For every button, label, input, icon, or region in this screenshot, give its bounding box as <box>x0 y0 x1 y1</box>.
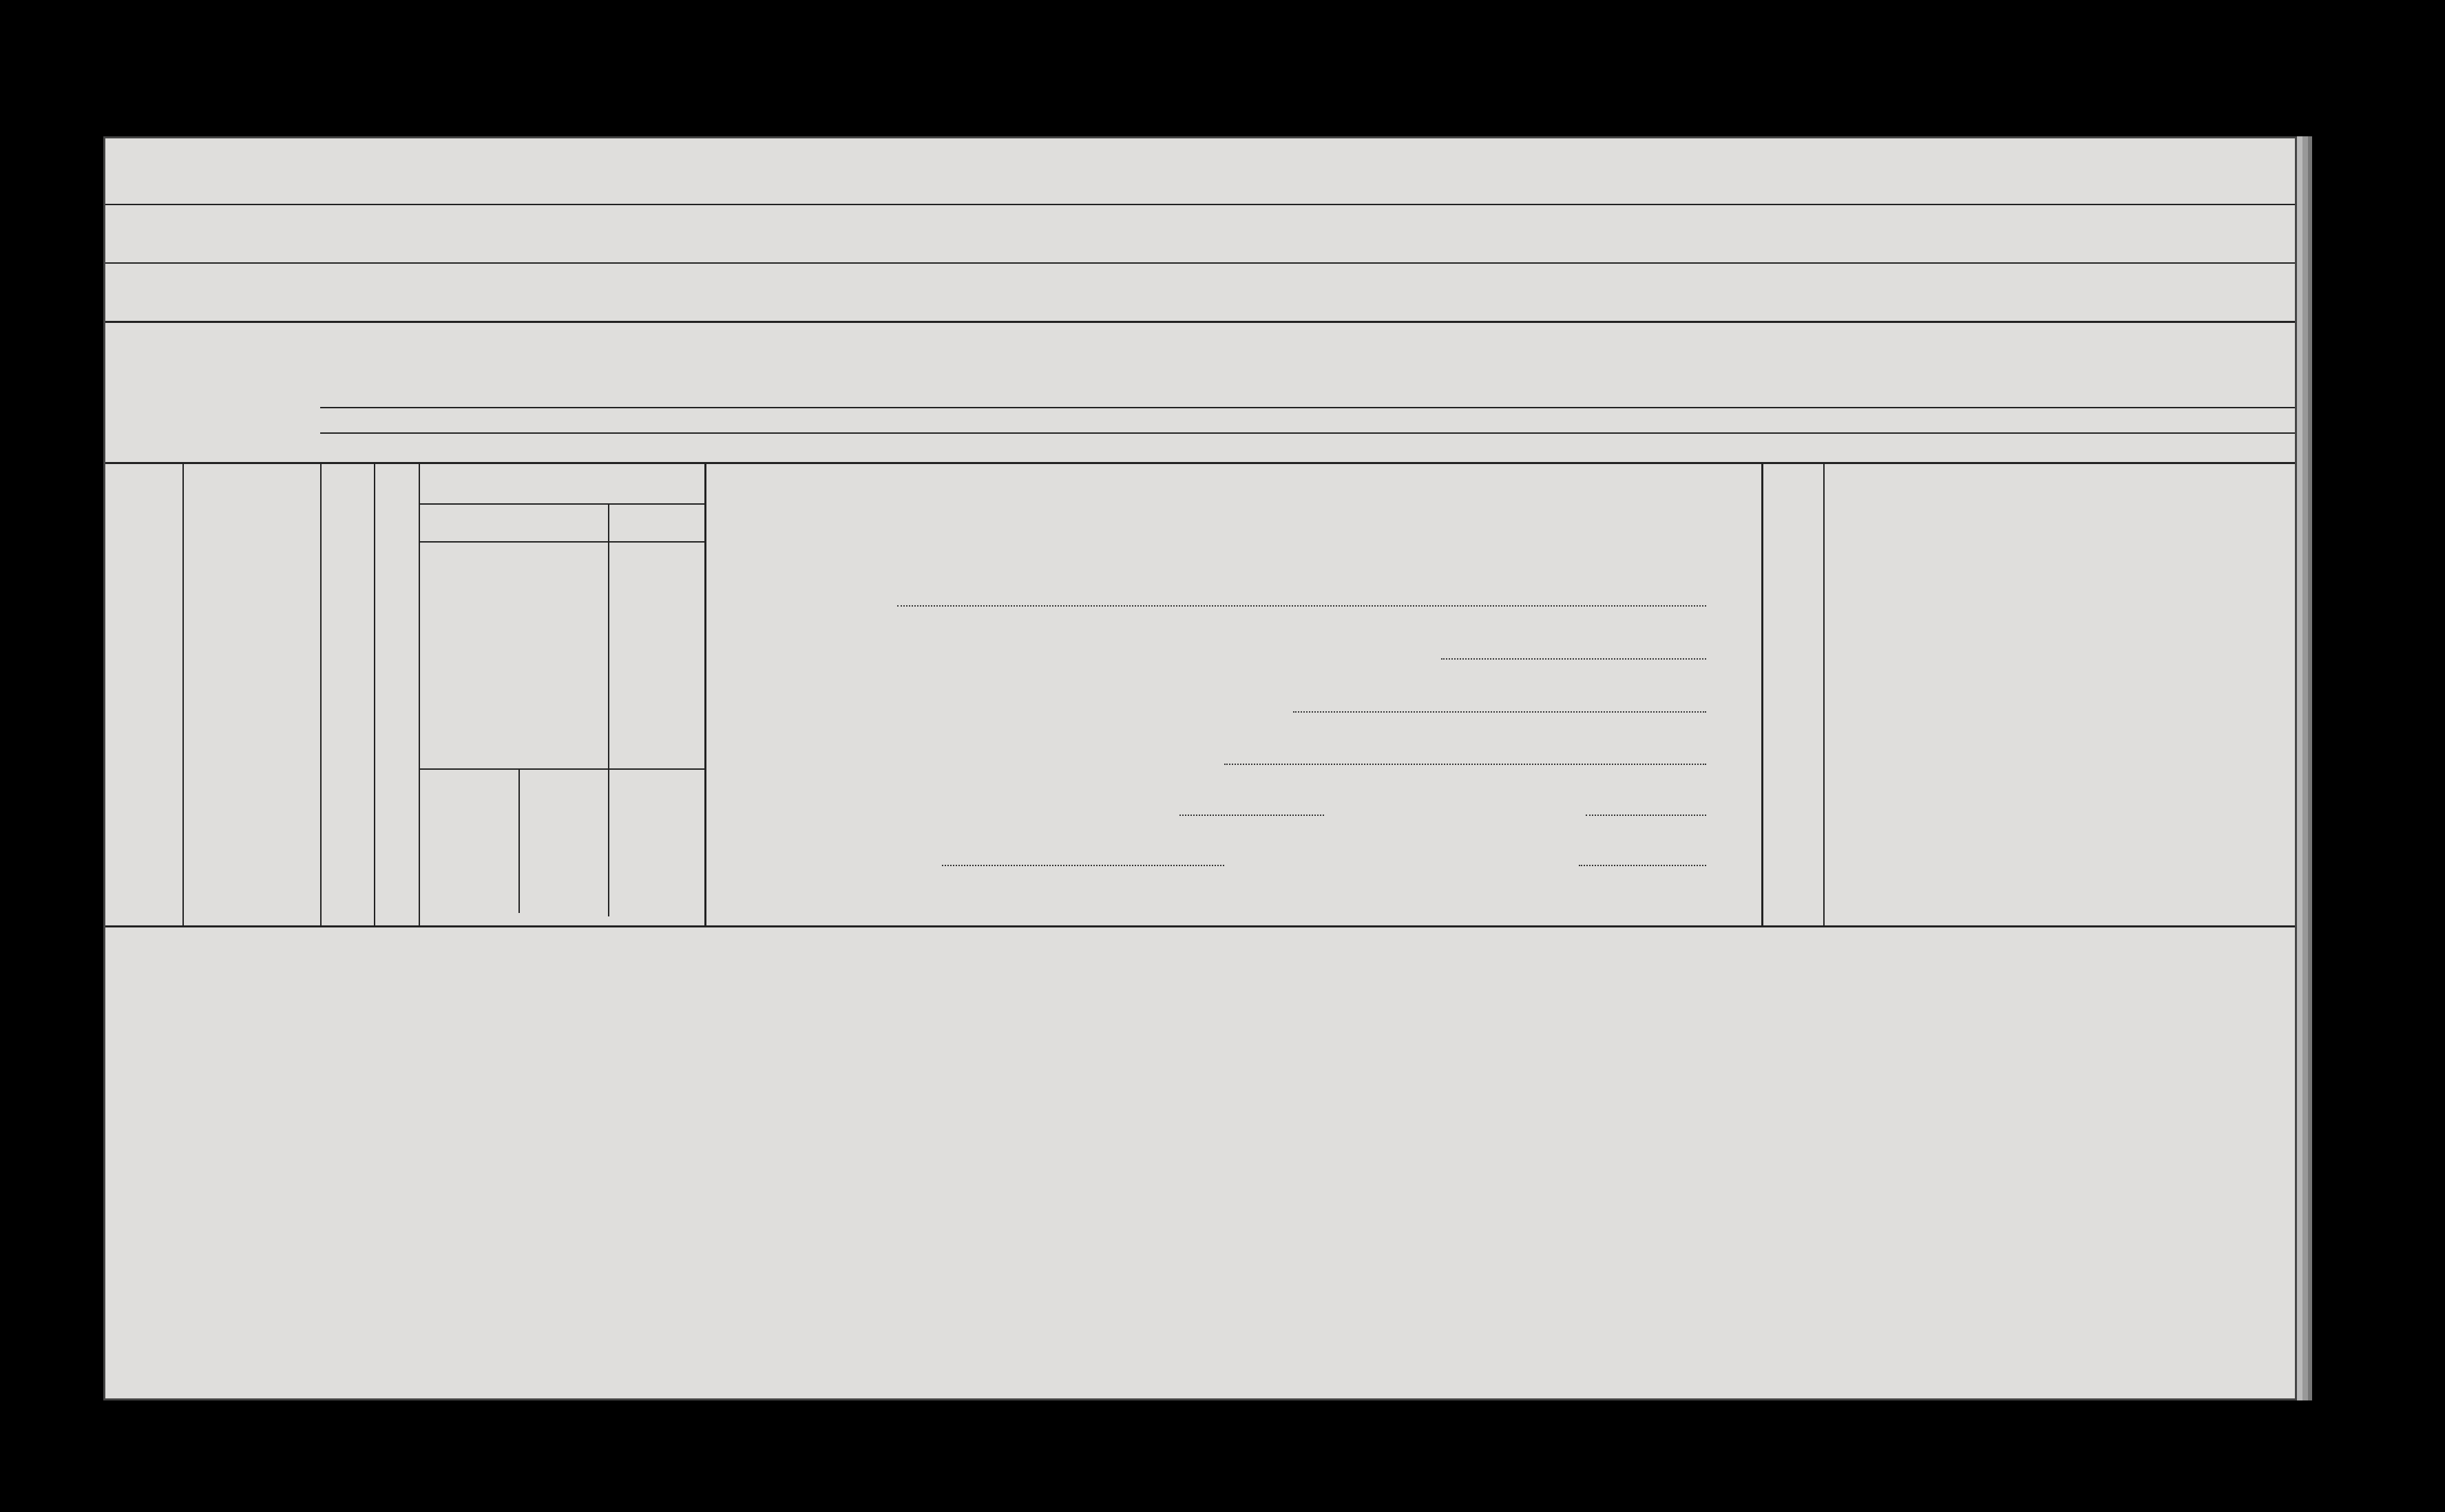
hired-workers-label <box>381 483 415 910</box>
census-card <box>103 136 2297 1400</box>
lease-table-grid <box>105 925 2295 1398</box>
population-grid <box>1823 464 2295 925</box>
trade-dotted-lines <box>419 541 704 927</box>
top-column-grid <box>105 138 2295 465</box>
population-title <box>1772 524 1820 896</box>
allotment-lands-label <box>123 1120 150 1216</box>
non-allotment-lands-label <box>119 1226 160 1330</box>
hired-workers-grid <box>182 464 375 925</box>
